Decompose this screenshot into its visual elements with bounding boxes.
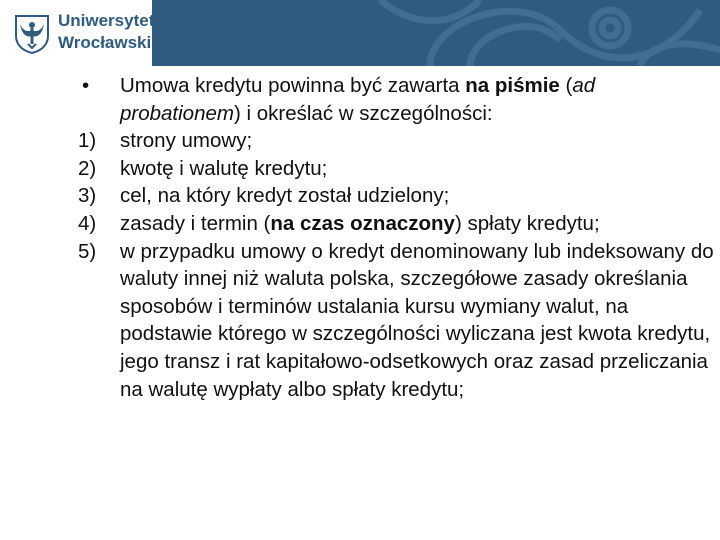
intro-bullet (78, 72, 718, 127)
logo[interactable] (0, 0, 155, 66)
logo-line-2: Wrocławski (58, 33, 152, 52)
intro-text-bold: na piśmie (465, 74, 560, 97)
university-eagle-emblem-icon (12, 10, 52, 54)
list-item-text: cel, na który kredyt został udzielony; (120, 184, 450, 208)
list-item-text: strony umowy; (120, 129, 253, 153)
list-item-1 (78, 127, 718, 155)
list-item-2 (78, 155, 718, 183)
intro-text-part: ) i określać w szczególności: (233, 101, 493, 125)
list-marker: 4) (78, 211, 97, 235)
bullet-marker: • (82, 74, 90, 97)
list-marker: 1) (78, 129, 97, 153)
list-item-text-part: zasady i termin ( (120, 211, 271, 235)
list-marker: 5) (78, 239, 97, 263)
list-item-text-part: ) spłaty kredytu; (454, 211, 600, 235)
list-item-text-bold: na czas oznaczony (270, 211, 455, 235)
logo-line-1: Uniwersytet (58, 11, 155, 30)
list-item-3 (78, 182, 718, 210)
intro-text (120, 74, 595, 125)
slide-content (78, 72, 718, 403)
intro-text-italic: ad probationem (120, 74, 596, 125)
university-name (58, 10, 154, 54)
list-item-text: w przypadku umowy o kredyt denominowany lub indeksowany do waluty innej niż waluta polska, szczegółowe zasady określania sposobów i terminów ustalania kursu wymiany walut, na podstawie którego w szczególności wyliczana jest kwota kredytu, jego transz i rat kapitałowo-odsetkowych oraz zasad przeliczania na walutę wypłaty albo spłaty kredytu; (120, 239, 714, 401)
list-item-text: kwotę i walutę kredytu; (120, 156, 328, 180)
list-item-4 (78, 210, 718, 238)
list-marker: 3) (78, 184, 97, 208)
intro-text-part: ( (559, 74, 573, 97)
intro-text-part: Umowa kredytu powinna być zawarta (120, 74, 466, 97)
list-item-text (120, 212, 600, 235)
list-item-5 (78, 238, 718, 404)
header-bar (0, 0, 720, 66)
list-marker: 2) (78, 156, 97, 180)
